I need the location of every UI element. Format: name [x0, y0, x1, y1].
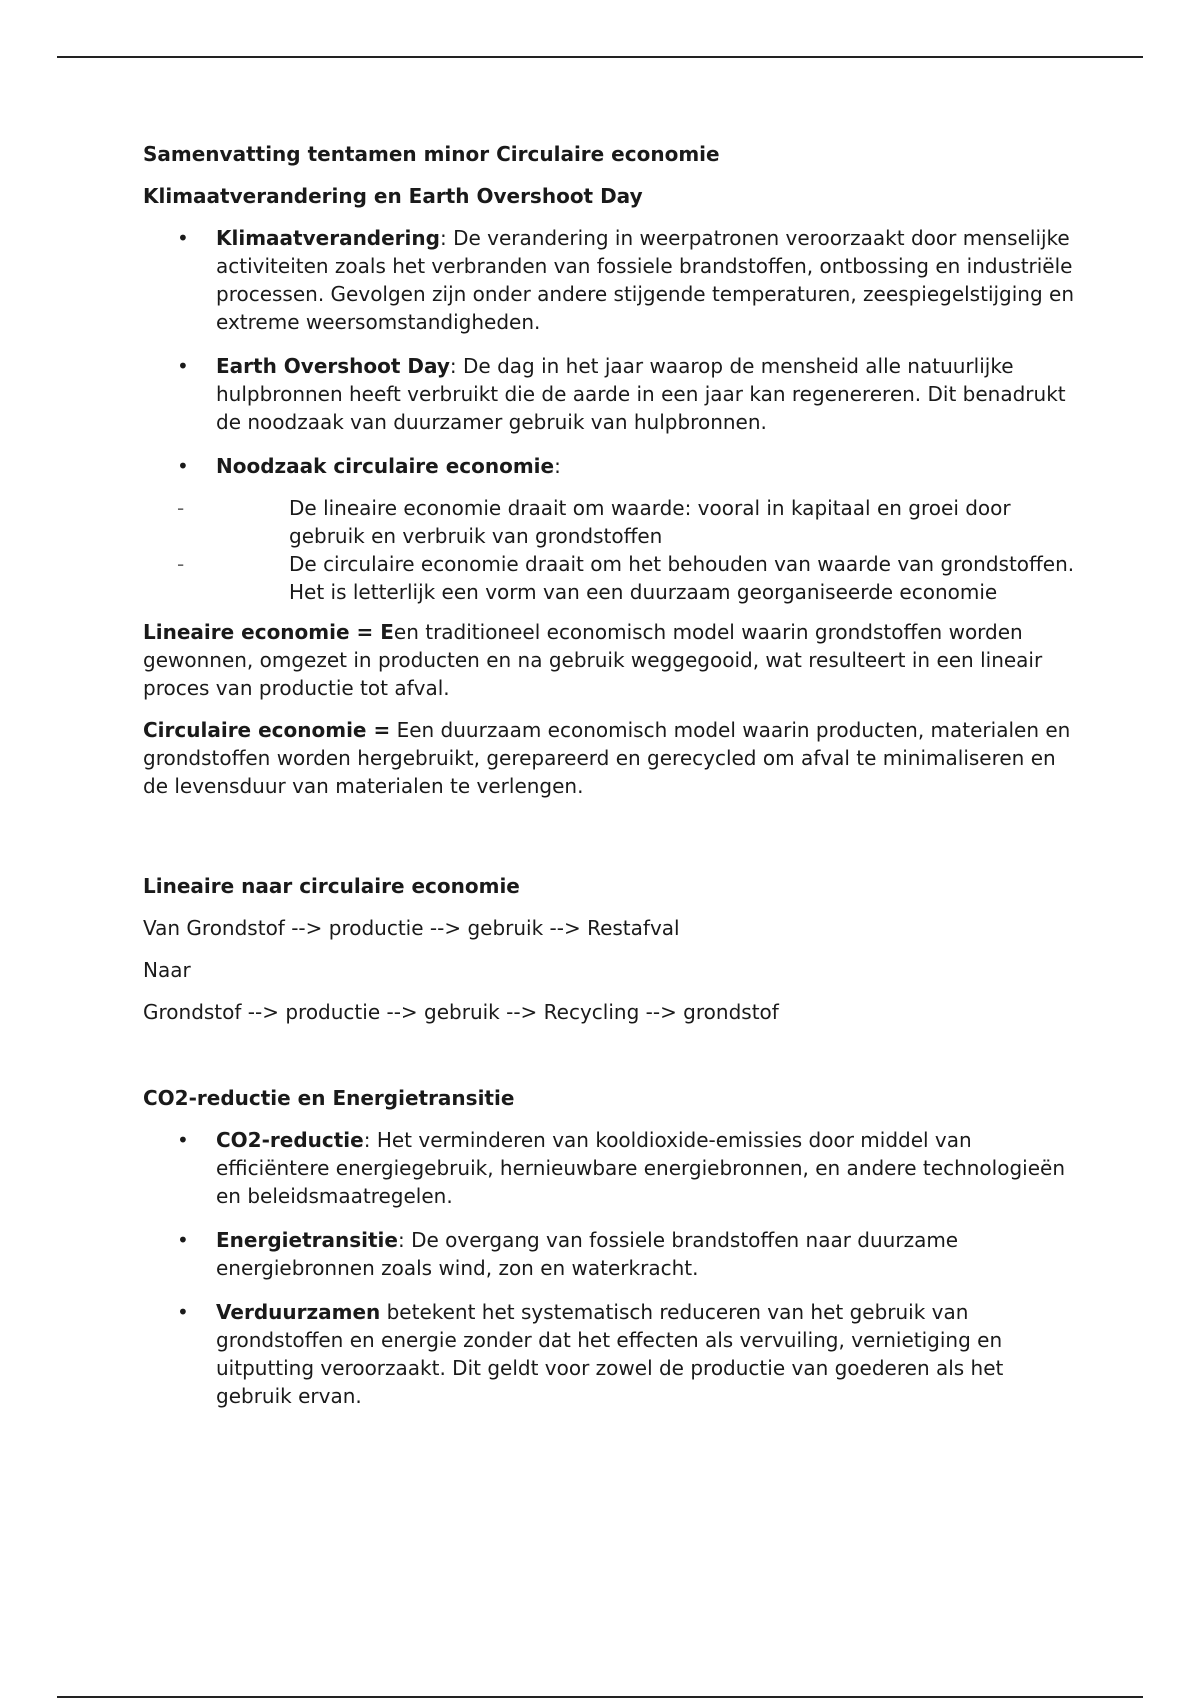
definition-text: Een duurzaam economisch model waarin producten, materialen en grondstoffen worden hergebruikt, gerepareerd en gerecycled om afval te minimaliseren en de levensduur van materialen te verlengen. — [143, 718, 1071, 798]
list-item — [143, 224, 1083, 336]
term: Circulaire economie = — [143, 718, 391, 742]
sub-list-item — [143, 494, 1083, 550]
definition-text: en traditioneel economisch model waarin grondstoffen worden gewonnen, omgezet in producten en na gebruik weggegooid, wat resulteert in een lineair proces van productie tot afval. — [143, 620, 1043, 700]
definition-lineair — [143, 618, 1083, 702]
climate-bullet-list — [143, 224, 1083, 606]
sub-item-text: De lineaire economie draait om waarde: vooral in kapitaal en groei door gebruik en verbruik van grondstoffen — [289, 496, 1011, 548]
section-heading-co2: CO2-reductie en Energietransitie — [143, 1086, 515, 1110]
definition-text: : — [554, 454, 561, 478]
header-rule — [57, 56, 1143, 58]
sub-item-text: De circulaire economie draait om het behouden van waarde van grondstoffen. Het is letterlijk een vorm van een duurzaam georganiseerde economie — [289, 552, 1075, 604]
term: Lineaire economie = E — [143, 620, 394, 644]
list-item — [143, 1126, 1083, 1210]
definition-text: : De verandering in weerpatronen veroorzaakt door menselijke activiteiten zoals het verbranden van fossiele brandstoffen, ontbossing en industriële processen. Gevolgen zijn onder andere stijgende temperaturen, zeespiegelstijging en extreme weersomstandigheden. — [216, 226, 1075, 334]
flow-linear: Van Grondstof --> productie --> gebruik --> Restafval — [143, 916, 680, 940]
document-body — [143, 140, 1083, 1426]
definition-circulair — [143, 716, 1083, 800]
term: CO2-reductie — [216, 1128, 364, 1152]
spacer — [143, 1040, 1083, 1084]
definition-text: : Het verminderen van kooldioxide-emissies door middel van efficiëntere energiegebruik, hernieuwbare energiebronnen, en andere technologieën en beleidsmaatregelen. — [216, 1128, 1065, 1208]
spacer — [143, 814, 1083, 872]
term: Klimaatverandering — [216, 226, 440, 250]
footer-rule — [57, 1696, 1143, 1698]
document-title: Samenvatting tentamen minor Circulaire economie — [143, 142, 720, 166]
list-item — [143, 352, 1083, 436]
term: Earth Overshoot Day — [216, 354, 450, 378]
flow-circular: Grondstof --> productie --> gebruik --> Recycling --> grondstof — [143, 1000, 779, 1024]
definition-text: : De overgang van fossiele brandstoffen naar duurzame energiebronnen zoals wind, zon en waterkracht. — [216, 1228, 959, 1280]
sub-list — [143, 494, 1083, 606]
term: Energietransitie — [216, 1228, 398, 1252]
list-item — [143, 452, 1083, 606]
flow-connector: Naar — [143, 958, 191, 982]
section-heading-climate: Klimaatverandering en Earth Overshoot Day — [143, 184, 643, 208]
term: Noodzaak circulaire economie — [216, 454, 555, 478]
list-item — [143, 1226, 1083, 1282]
definition-text: betekent het systematisch reduceren van het gebruik van grondstoffen en energie zonder dat het effecten als vervuiling, vernietiging en uitputting veroorzaakt. Dit geldt voor zowel de productie van goederen als het gebruik ervan. — [216, 1300, 1004, 1408]
definition-text: : De dag in het jaar waarop de mensheid alle natuurlijke hulpbronnen heeft verbruikt die de aarde in een jaar kan regenereren. Dit benadrukt de noodzaak van duurzamer gebruik van hulpbronnen. — [216, 354, 1066, 434]
list-item — [143, 1298, 1083, 1410]
sub-list-item — [143, 550, 1083, 606]
section-heading-transition: Lineaire naar circulaire economie — [143, 874, 520, 898]
co2-bullet-list — [143, 1126, 1083, 1410]
term: Verduurzamen — [216, 1300, 381, 1324]
